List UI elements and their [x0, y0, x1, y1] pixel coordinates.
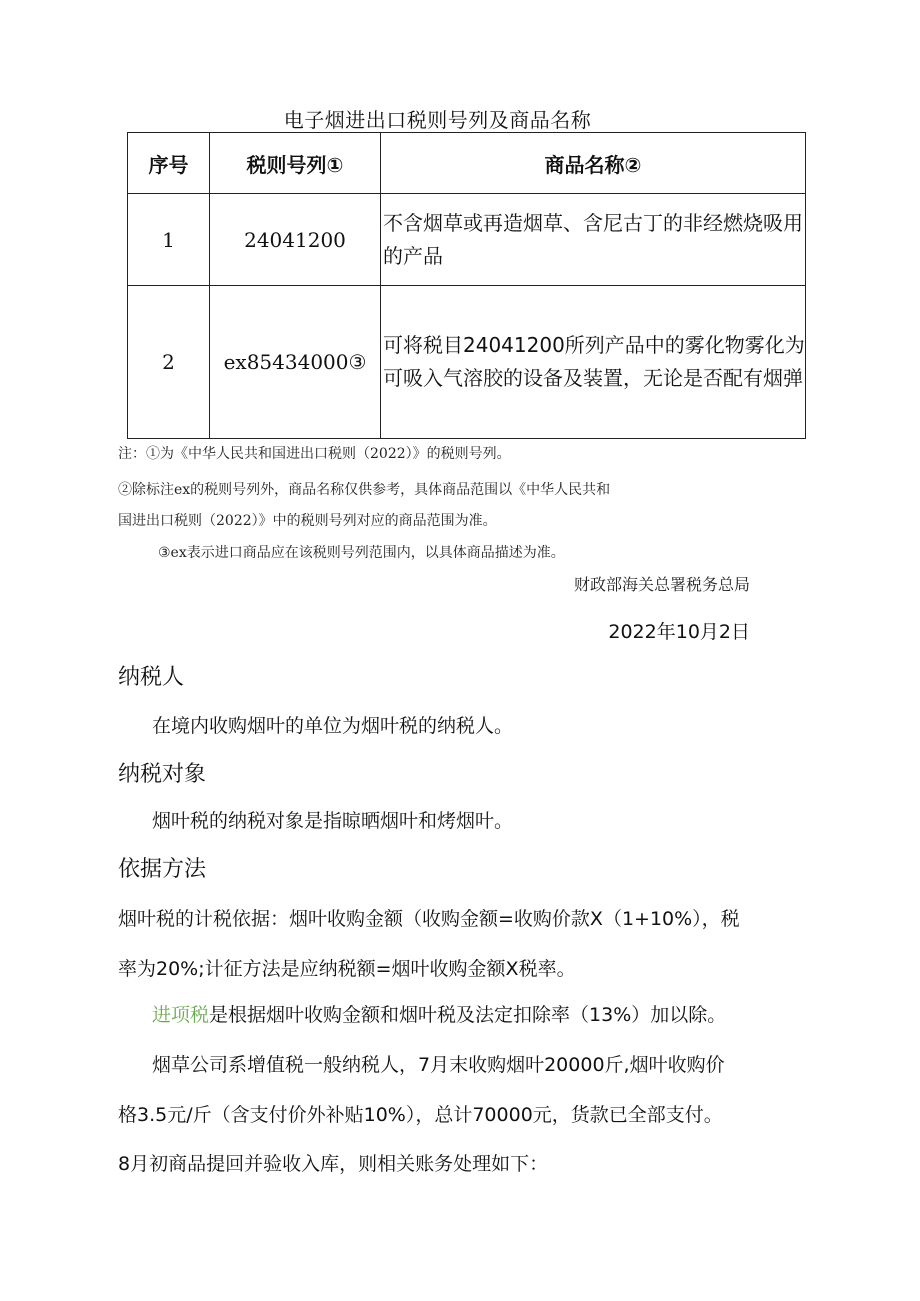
table-row	[128, 286, 806, 439]
heading-basis-method: 依据方法	[118, 857, 207, 882]
input-tax-term: 进项税	[152, 1004, 210, 1026]
header-tariff-code: 税则号列①	[210, 133, 381, 194]
row-product-name: 可将税目24041200所列产品中的雾化物雾化为可吸入气溶胶的设备及装置，无论是否配有烟弹	[381, 286, 806, 439]
row-index: 2	[128, 286, 210, 439]
header-index: 序号	[128, 133, 210, 194]
row-product-name: 不含烟草或再造烟草、含尼古丁的非经燃烧吸用的产品	[381, 194, 806, 286]
example-line-1: 烟草公司系增值税一般纳税人，7月末收购烟叶20000斤,烟叶收购价	[152, 1054, 725, 1076]
example-line-3: 8月初商品提回并验收入库，则相关账务处理如下：	[118, 1153, 549, 1175]
note-2-line-2: 国进出口税则（2022）》中的税则号列对应的商品范围为准。	[118, 513, 497, 529]
taxpayer-text: 在境内收购烟叶的单位为烟叶税的纳税人。	[152, 715, 514, 737]
input-tax-rest: 是根据烟叶收购金额和烟叶税及法定扣除率（13%）加以除。	[209, 1004, 727, 1026]
note-2-line-1: ②除标注ex的税则号列外，商品名称仅供参考，具体商品范围以《中华人民共和	[118, 482, 611, 498]
row-index: 1	[128, 194, 210, 286]
header-product-name: 商品名称②	[381, 133, 806, 194]
note-3: ③ex表示进口商品应在该税则号列范围内，以具体商品描述为准。	[158, 545, 565, 561]
issuing-authority: 财政部海关总署税务总局	[573, 575, 750, 594]
input-tax-paragraph	[152, 1000, 726, 1027]
example-line-2: 格3.5元/斤（含支付价外补贴10%），总计70000元，货款已全部支付。	[118, 1104, 723, 1126]
document-title: 电子烟进出口税则号列及商品名称	[283, 108, 592, 132]
method-line-2: 率为20%;计征方法是应纳税额=烟叶收购金额X税率。	[118, 958, 576, 980]
heading-tax-object: 纳税对象	[118, 762, 207, 787]
issue-date: 2022年10月2日	[608, 621, 750, 643]
row-tariff-code: ex85434000③	[210, 286, 381, 439]
method-line-1: 烟叶税的计税依据：烟叶收购金额（收购金额=收购价款X（1+10%），税	[118, 908, 740, 930]
table-header-row	[128, 133, 806, 194]
row-tariff-code: 24041200	[210, 194, 381, 286]
note-1: 注：①为《中华人民共和国进出口税则（2022）》的税则号列。	[118, 446, 511, 462]
tax-object-text: 烟叶税的纳税对象是指晾晒烟叶和烤烟叶。	[152, 810, 514, 832]
heading-taxpayer: 纳税人	[118, 665, 185, 690]
table-row	[128, 194, 806, 286]
tariff-table	[127, 132, 806, 439]
